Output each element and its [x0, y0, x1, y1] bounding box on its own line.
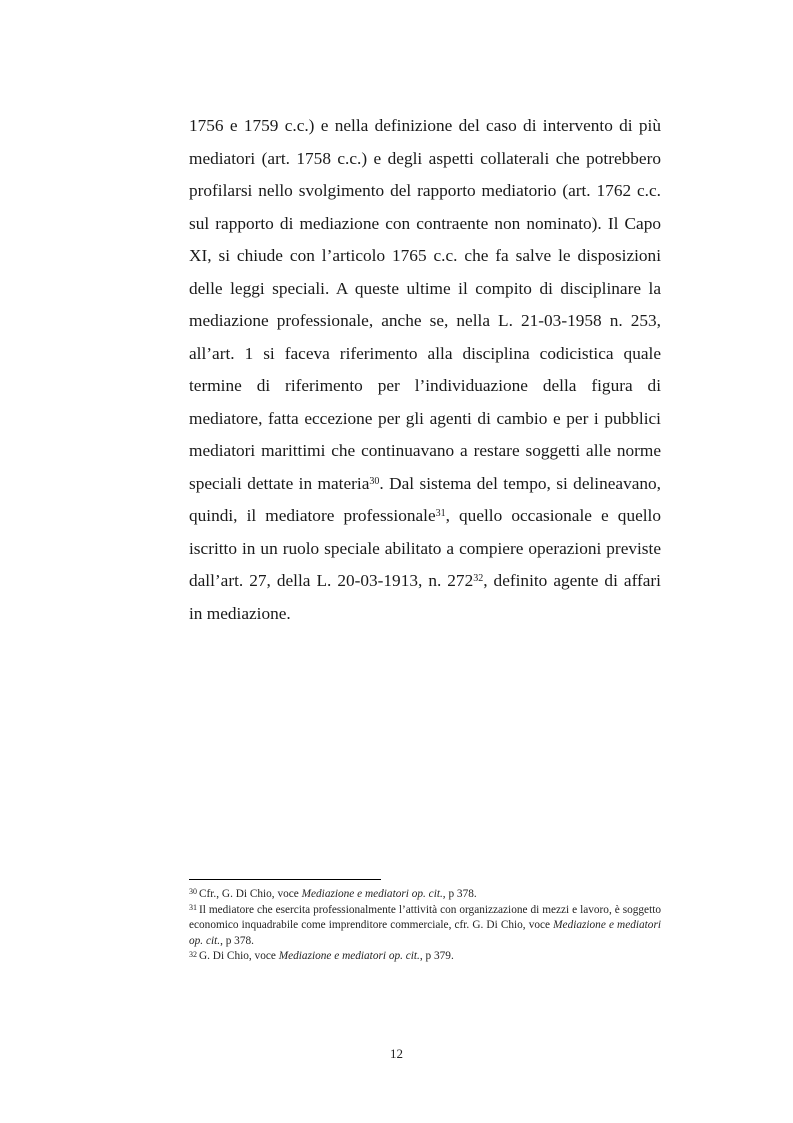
footnote-number: 31 [189, 902, 197, 912]
page-number: 12 [390, 1046, 403, 1061]
footnote-text: , p 378. [220, 934, 254, 947]
footnote-separator [189, 879, 381, 880]
footnote-text: G. Di Chio, voce [199, 950, 279, 963]
footnotes [189, 887, 661, 965]
footnote [189, 903, 661, 950]
footnote-citation-title: Mediazione e mediatori op. cit. [301, 888, 443, 900]
body-text-segment: , definito agente di affari in mediazione. [189, 571, 661, 623]
footnote-reference[interactable]: 31 [435, 508, 446, 519]
footnote-text: , p 378. [442, 888, 477, 900]
footnote-citation-title: Mediazione e mediatori op. cit. [278, 950, 420, 963]
footnote-number: 32 [189, 949, 197, 959]
body-text-segment: . Dal sistema del tempo, si delineavano, quindi, il mediatore professionale [189, 473, 661, 525]
body-text-segment: 1756 e 1759 c.c.) e nella definizione del caso di intervento di più mediatori (art. 1758 c.c.) e degli aspetti collaterali che potrebbero profilarsi nello svolgimento del rapporto mediatorio (art. 1762 c.c. sul rapporto di mediazione con contraente non nominato). Il Capo XI, si chiude con l’articolo 1765 c.c. che fa salve le disposizioni delle leggi speciali. A queste ultime il compito di disciplinare la mediazione professionale, anche se, nella L. 21-03-1958 n. 253, all’art. 1 si faceva riferimento alla disciplina codicistica quale termine di riferimento per l’individuazione della figura di mediatore, fatta eccezione per gli agenti di cambio e per i pubblici mediatori marittimi che continuavano a restare soggetti alle norme speciali dettate in materia [189, 116, 661, 493]
footnote-citation-title: Mediazione e mediatori op. cit. [189, 919, 661, 947]
body-paragraph [189, 110, 661, 630]
body-text-segment: , quello occasionale e quello iscritto in un ruolo speciale abilitato a compiere operazioni previste dall’art. 27, della L. 20-03-1913, n. 272 [189, 506, 662, 590]
footnote-text: Il mediatore che esercita professionalmente l’attività con organizzazione di mezzi e lavoro, è soggetto economico inquadrabile come imprenditore commerciale, cfr. G. Di Chio, voce [189, 903, 661, 932]
footnote-reference[interactable]: 32 [473, 573, 484, 584]
footnote-text: , p 379. [419, 950, 454, 963]
footnote-reference[interactable]: 30 [369, 475, 380, 487]
footnote [189, 887, 661, 903]
footnote-number: 30 [189, 887, 197, 897]
footnote [189, 949, 661, 965]
footnote-text: Cfr., G. Di Chio, voce [199, 888, 302, 900]
